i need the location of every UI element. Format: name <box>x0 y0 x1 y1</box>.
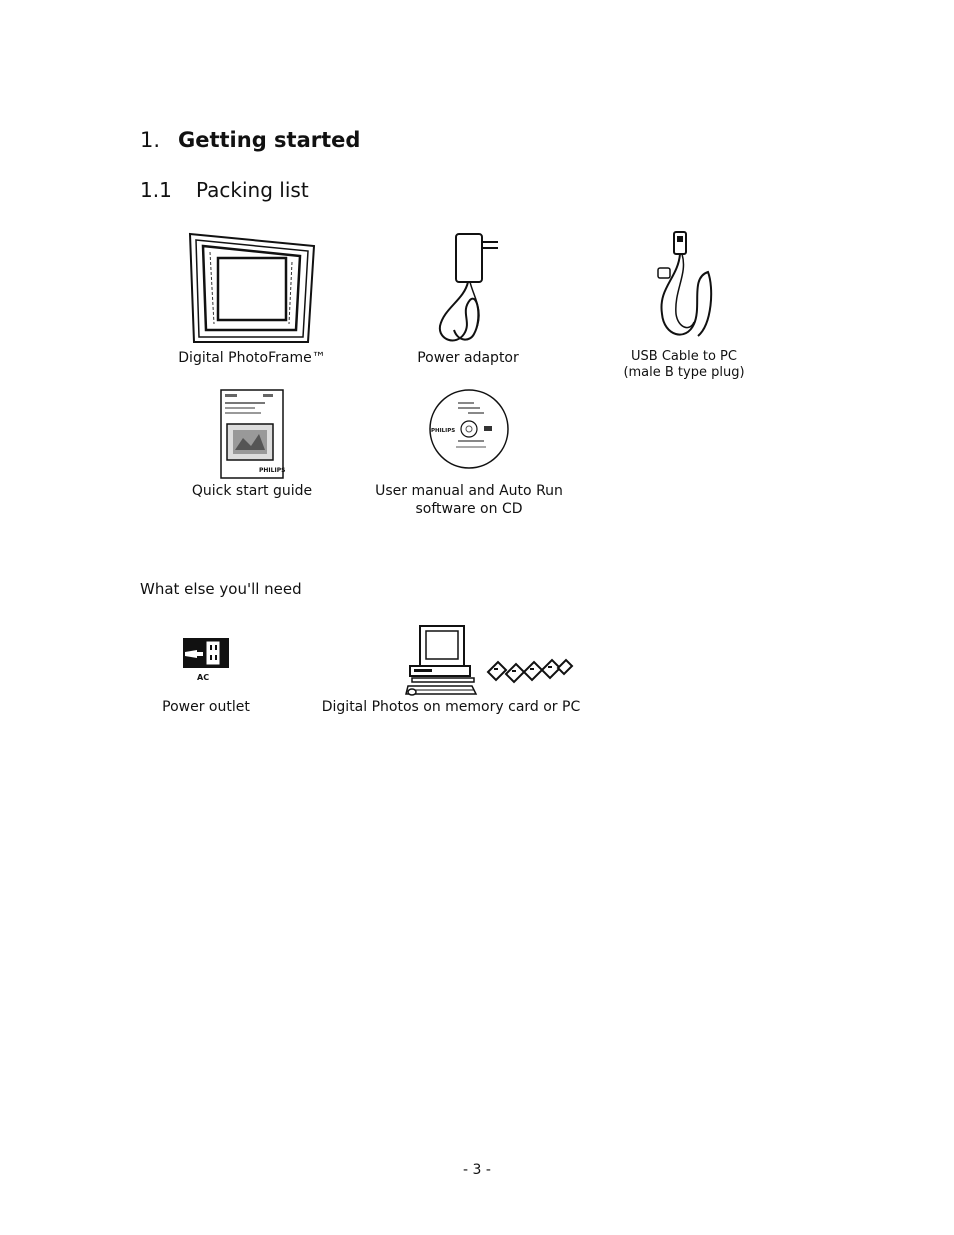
section-heading <box>140 128 360 152</box>
quick-start-guide-icon <box>219 388 285 480</box>
caption-user-manual-cd-line2: software on CD <box>415 501 523 517</box>
caption-power-outlet: Power outlet <box>162 699 250 715</box>
cd-brand-label: PHILIPS <box>431 428 456 434</box>
caption-user-manual-cd-line1: User manual and Auto Run <box>375 483 563 499</box>
caption-user-manual-cd <box>372 482 566 518</box>
page-number: - 3 - <box>463 1162 491 1178</box>
what-else-heading: What else you'll need <box>140 580 302 598</box>
caption-power-adaptor: Power adaptor <box>417 350 519 366</box>
section-title: Getting started <box>178 128 361 152</box>
subsection-number: 1.1 <box>140 178 172 202</box>
subsection-title: Packing list <box>196 178 309 202</box>
power-outlet-icon <box>183 636 231 682</box>
caption-quick-start-guide: Quick start guide <box>191 483 313 499</box>
outlet-ac-label: AC <box>197 673 210 682</box>
caption-digital-photos: Digital Photos on memory card or PC <box>321 699 581 715</box>
usb-cable-icon <box>652 228 716 346</box>
subsection-heading <box>140 178 309 202</box>
computer-memory-cards-icon <box>404 624 576 696</box>
caption-usb-cable-line1: USB Cable to PC <box>631 349 737 364</box>
caption-usb-cable <box>604 349 764 381</box>
caption-photoframe: Digital PhotoFrame™ <box>178 350 326 366</box>
section-number: 1. <box>140 128 161 152</box>
photoframe-icon <box>188 232 316 344</box>
cd-icon <box>428 388 510 470</box>
guide-brand-label: PHILIPS <box>259 467 285 474</box>
caption-usb-cable-line2: (male B type plug) <box>623 365 745 380</box>
power-adaptor-icon <box>430 230 510 348</box>
